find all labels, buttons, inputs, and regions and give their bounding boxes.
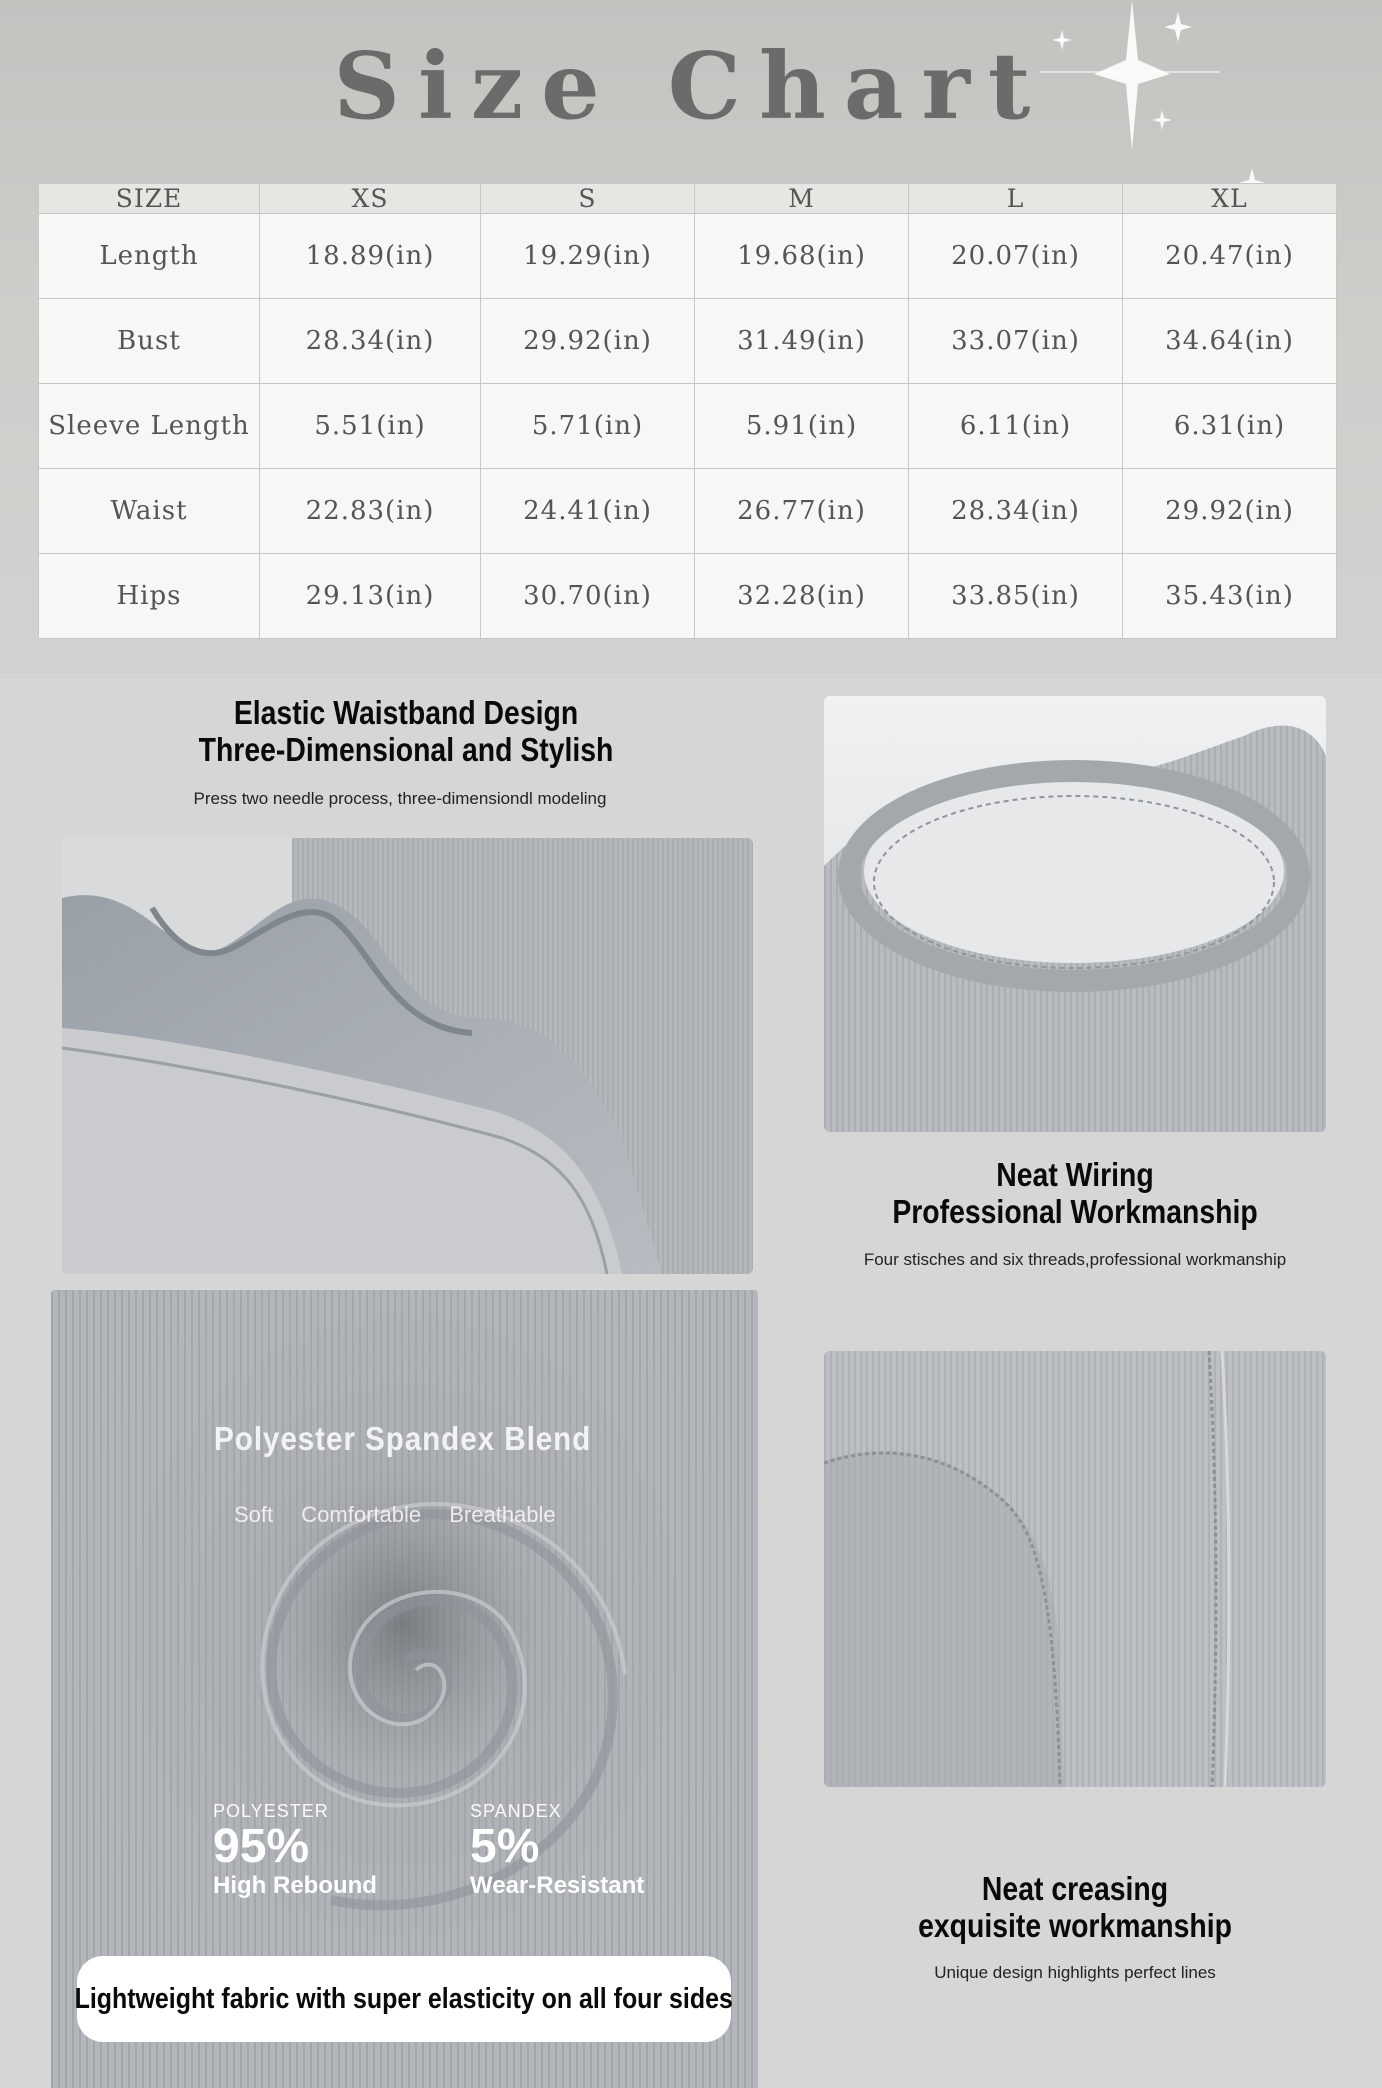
wiring-heading-line1: Neat Wiring (996, 1156, 1154, 1193)
table-cell: 20.47(in) (1123, 214, 1337, 299)
table-cell: 34.64(in) (1123, 299, 1337, 384)
row-label: Sleeve Length (39, 384, 260, 469)
table-cell: 33.07(in) (909, 299, 1123, 384)
spandex-label: SPANDEX (470, 1801, 562, 1821)
wiring-subtext: Four stisches and six threads,professional workmanship (863, 1250, 1287, 1269)
table-cell: 18.89(in) (260, 214, 481, 299)
row-label: Waist (39, 469, 260, 554)
table-cell: 20.07(in) (909, 214, 1123, 299)
fabric-features (234, 1502, 578, 1528)
table-cell: 24.41(in) (481, 469, 695, 554)
header-cell: XS (260, 184, 481, 214)
table-cell: 19.29(in) (481, 214, 695, 299)
spandex-stat (470, 1801, 644, 1900)
creasing-heading-line1: Neat creasing (981, 1870, 1169, 1907)
polyester-desc: High Rebound (213, 1872, 377, 1899)
waistband-subtext: Press two needle process, three-dimensiondl modeling (193, 789, 607, 808)
collar-photo (824, 696, 1326, 1132)
table-cell: 5.51(in) (260, 384, 481, 469)
feature-soft: Soft (234, 1502, 274, 1527)
feature-comfortable: Comfortable (301, 1502, 422, 1527)
table-cell: 6.11(in) (909, 384, 1123, 469)
table-cell: 29.92(in) (481, 299, 695, 384)
table-row (39, 554, 1337, 639)
header-cell: SIZE (39, 184, 260, 214)
table-cell: 6.31(in) (1123, 384, 1337, 469)
waistband-heading-line1: Elastic Waistband Design (233, 694, 579, 731)
table-header-row (39, 184, 1337, 214)
table-cell: 32.28(in) (695, 554, 909, 639)
polyester-label: POLYESTER (213, 1801, 329, 1821)
wiring-heading-line2: Professional Workmanship (892, 1193, 1258, 1230)
header-cell: M (695, 184, 909, 214)
table-cell: 29.13(in) (260, 554, 481, 639)
table-cell: 26.77(in) (695, 469, 909, 554)
header-cell: S (481, 184, 695, 214)
waistband-heading (177, 694, 635, 768)
spandex-percent: 5% (470, 1820, 540, 1873)
waistband-photo (62, 838, 753, 1274)
table-cell: 5.71(in) (481, 384, 695, 469)
wiring-heading (859, 1156, 1291, 1230)
header-cell: XL (1123, 184, 1337, 214)
table-cell: 28.34(in) (260, 299, 481, 384)
table-row (39, 384, 1337, 469)
polyester-stat (213, 1801, 377, 1900)
table-cell: 31.49(in) (695, 299, 909, 384)
table-cell: 22.83(in) (260, 469, 481, 554)
header-cell: L (909, 184, 1123, 214)
row-label: Hips (39, 554, 260, 639)
table-cell: 35.43(in) (1123, 554, 1337, 639)
table-row (39, 469, 1337, 554)
elasticity-banner (74, 1956, 734, 2042)
fabric-blend-title: Polyester Spandex Blend (214, 1420, 592, 1457)
creasing-photo (824, 1351, 1326, 1787)
feature-breathable: Breathable (449, 1502, 556, 1527)
table-cell: 28.34(in) (909, 469, 1123, 554)
creasing-subtext: Unique design highlights perfect lines (934, 1963, 1216, 1982)
row-label: Length (39, 214, 260, 299)
table-cell: 19.68(in) (695, 214, 909, 299)
table-cell: 29.92(in) (1123, 469, 1337, 554)
elasticity-banner-text: Lightweight fabric with super elasticity on all four sides (74, 1982, 734, 2015)
size-table (38, 183, 1337, 639)
creasing-heading (859, 1870, 1291, 1944)
row-label: Bust (39, 299, 260, 384)
table-cell: 33.85(in) (909, 554, 1123, 639)
table-cell: 30.70(in) (481, 554, 695, 639)
polyester-percent: 95% (213, 1820, 310, 1873)
table-row (39, 299, 1337, 384)
creasing-heading-line2: exquisite workmanship (918, 1907, 1232, 1944)
sparkle-icon (1040, 0, 1280, 200)
table-cell: 5.91(in) (695, 384, 909, 469)
spandex-desc: Wear-Resistant (470, 1872, 645, 1899)
size-chart-title: Size Chart (333, 32, 1049, 140)
table-row (39, 214, 1337, 299)
waistband-heading-line2: Three-Dimensional and Stylish (198, 731, 614, 768)
